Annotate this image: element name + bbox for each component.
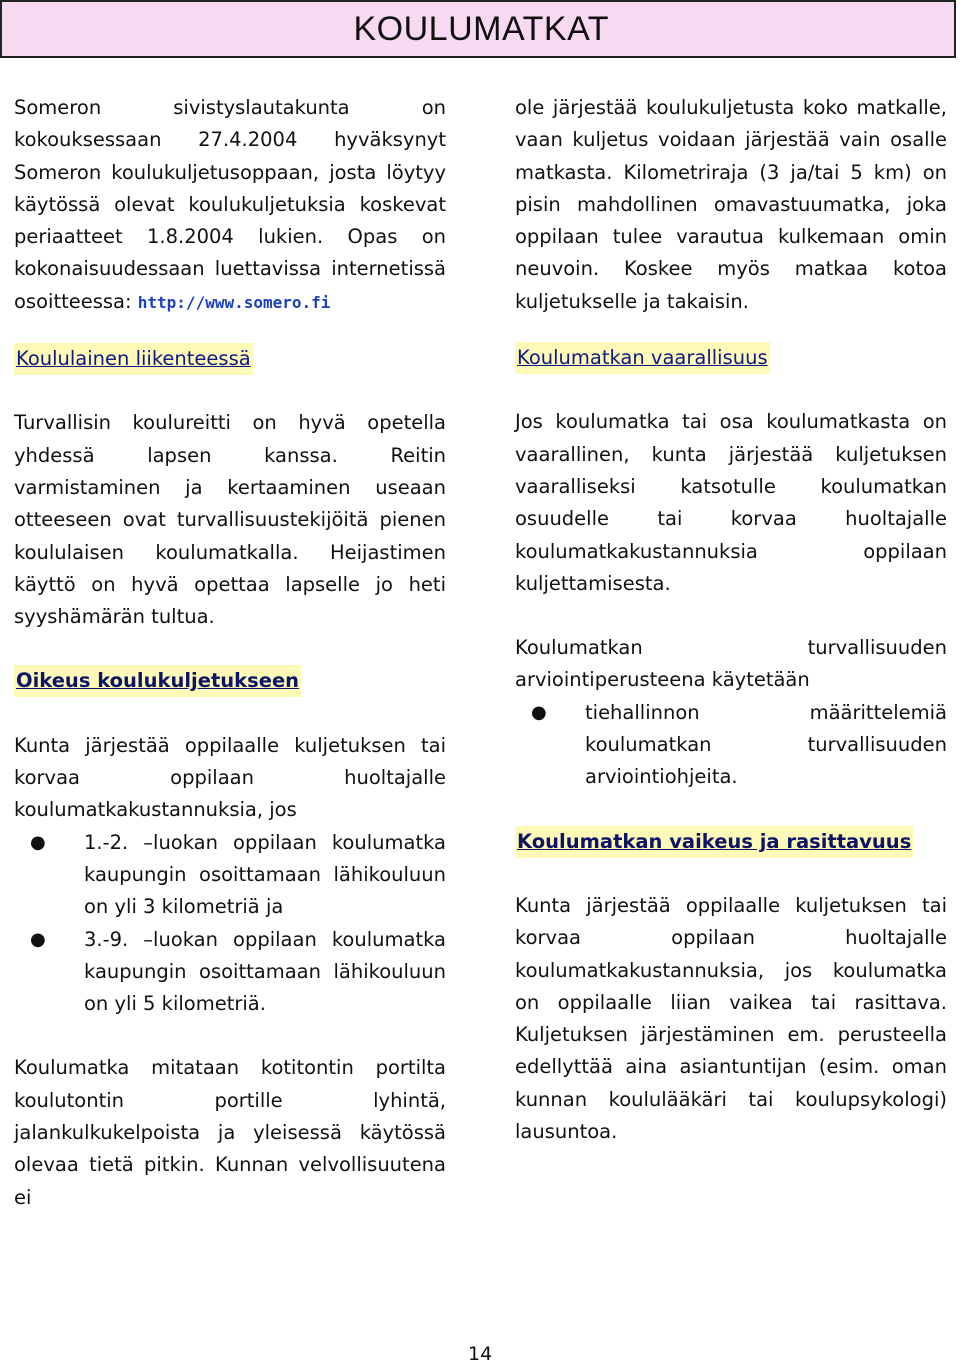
section2-bullet-list [14, 827, 446, 1021]
section3-paragraph: Jos koulumatka tai osa koulumatkasta on vaarallinen, kunta järjestää kuljetuksen vaaralliseksi katsotulle koulumatkan osuudelle tai korvaa huoltajalle koulumatkakustannuksia oppilaan kuljettamisesta. [515, 410, 947, 595]
list-item [14, 924, 446, 1021]
section4-paragraph: Kunta järjestää oppilaalle kuljetuksen tai korvaa oppilaan huoltajalle koulumatkakustannuksia, jos koulumatka on oppilaalle liian vaikea tai rasittava. Kuljetuksen järjestäminen em. perusteella edellyttää aina asiantuntijan (esim. oman kunnan koululääkäri tai koulupsykologi) lausuntoa. [515, 893, 947, 1144]
section-heading-vaikeus: Koulumatkan vaikeus ja rasittavuus [515, 826, 913, 858]
section1-paragraph: Turvallisin koulureitti on hyvä opetella yhdessä lapsen kanssa. Reitin varmistaminen ja kertaaminen useaan otteeseen ovat turvallisuustekijöitä pienen koululaisen koulumatkalla. Heijastimen käyttö on hyvä opettaa lapselle jo heti syyshämärän tultua. [14, 411, 446, 629]
section-heading-vaarallisuus: Koulumatkan vaarallisuus [515, 342, 770, 374]
right-column [515, 92, 947, 1148]
bullet-text: tiehallinnon määrittelemiä koulumatkan turvallisuuden arviointiohjeita. [585, 700, 947, 789]
title-banner [0, 0, 956, 58]
bullet-text: 3.-9. –luokan oppilaan koulumatka kaupungin osoittamaan lähikouluun on yli 5 kilometriä. [84, 927, 446, 1016]
somero-link[interactable]: http://www.somero.fi [137, 292, 331, 312]
section3-heading-line [515, 342, 947, 374]
list-item [515, 697, 947, 794]
list-item [14, 827, 446, 924]
intro-paragraph [14, 92, 446, 319]
bullet-icon: ● [531, 701, 547, 723]
section3-paragraph-2: Koulumatkan turvallisuuden arviointiperusteena käytetään [515, 636, 947, 692]
bullet-icon: ● [30, 928, 46, 950]
continuation-paragraph: ole järjestää koulukuljetusta koko matkalle, vaan kuljetus voidaan järjestää vain osalle matkasta. Kilometriraja (3 ja/tai 5 km) on pisin mahdollinen omavastuumatka, joka oppilaan tulee varautua kulkemaan omin neuvoin. Koskee myös matkaa kotoa kuljetukselle ja takaisin. [515, 96, 947, 313]
page-number: 14 [468, 1343, 493, 1365]
bullet-icon: ● [30, 831, 46, 853]
section-heading-koululainen: Koululainen liikenteessä [14, 343, 253, 375]
page-title: KOULUMATKAT [353, 10, 609, 48]
section3-bullet-list [515, 697, 947, 794]
section2-paragraph: Kunta järjestää oppilaalle kuljetuksen tai korvaa oppilaan huoltajalle koulumatkakustannuksia, jos [14, 733, 446, 822]
intro-text: Someron sivistyslautakunta on kokouksessaan 27.4.2004 hyväksynyt Someron koulukuljetusoppaan, josta löytyy käytössä olevat koulukuljetuksia koskevat periaatteet 1.8.2004 lukien. Opas on kokonaisuudessaan luettavissa internetissä osoitteessa: [14, 96, 446, 313]
section1-heading-line [14, 343, 446, 375]
section2-paragraph-2: Koulumatka mitataan kotitontin portilta koulutontin portille lyhintä, jalankulkukelpoista ja yleisessä käytössä olevaa tietä pitkin. Kunnan velvollisuutena ei [14, 1056, 446, 1209]
left-column [14, 92, 446, 1214]
bullet-text: 1.-2. –luokan oppilaan koulumatka kaupungin osoittamaan lähikouluun on yli 3 kilometriä ja [84, 830, 446, 919]
section4-heading-line [515, 826, 947, 858]
section2-heading-line [14, 665, 446, 697]
section-heading-oikeus: Oikeus koulukuljetukseen [14, 665, 301, 697]
